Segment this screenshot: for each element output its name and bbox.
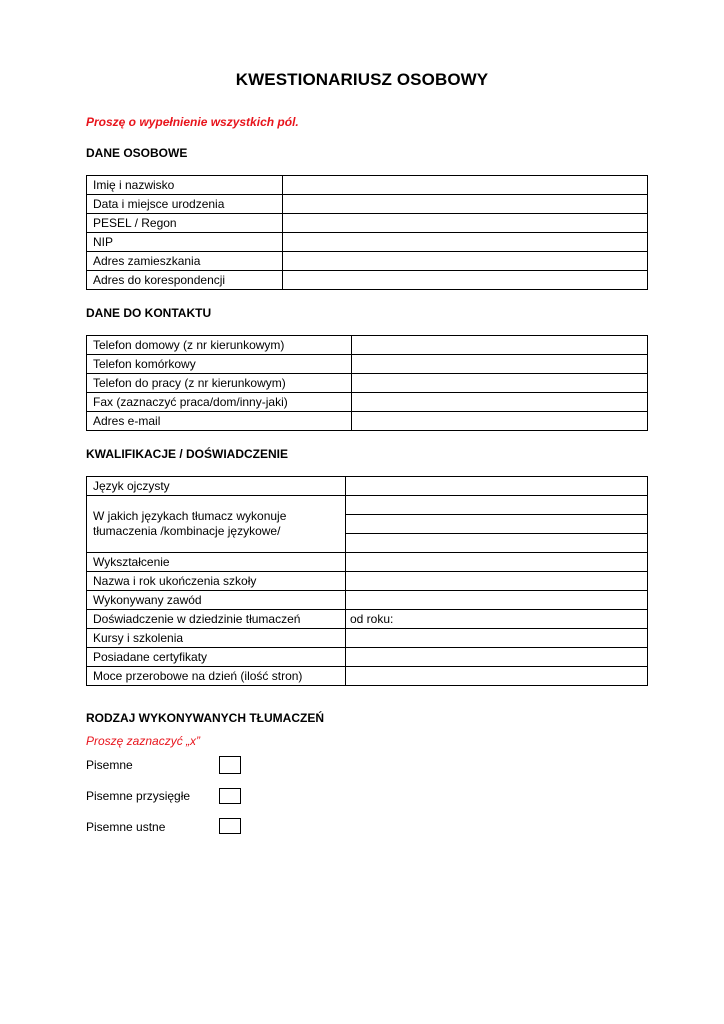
fill-all-fields-note: Proszę o wypełnienie wszystkich pól. bbox=[86, 115, 299, 129]
home-phone-field[interactable] bbox=[352, 336, 648, 355]
table-row bbox=[87, 477, 648, 496]
option-label-written: Pisemne bbox=[86, 758, 133, 772]
section-heading-contact: DANE DO KONTAKTU bbox=[86, 306, 212, 320]
field-label: Imię i nazwisko bbox=[87, 176, 283, 195]
field-label: Nazwa i rok ukończenia szkoły bbox=[87, 572, 346, 591]
contact-data-table bbox=[86, 335, 648, 431]
page-title: KWESTIONARIUSZ OSOBOWY bbox=[235, 70, 489, 89]
nip-field[interactable] bbox=[283, 233, 648, 252]
pesel-regon-field[interactable] bbox=[283, 214, 648, 233]
section-heading-personal: DANE OSOBOWE bbox=[86, 146, 188, 160]
table-row bbox=[87, 496, 648, 515]
field-label: Moce przerobowe na dzień (ilość stron) bbox=[87, 667, 346, 686]
field-label: Adres do korespondencji bbox=[87, 271, 283, 290]
table-row bbox=[87, 591, 648, 610]
mark-x-note: Proszę zaznaczyć „x” bbox=[86, 734, 201, 748]
language-combination-field-3[interactable] bbox=[346, 534, 648, 553]
field-label: Kursy i szkolenia bbox=[87, 629, 346, 648]
courses-field[interactable] bbox=[346, 629, 648, 648]
field-label: W jakich językach tłumacz wykonuje tłumaczenia /kombinacje językowe/ bbox=[87, 496, 346, 553]
table-row bbox=[87, 610, 648, 629]
table-row bbox=[87, 336, 648, 355]
language-combination-field-1[interactable] bbox=[346, 496, 648, 515]
table-row bbox=[87, 355, 648, 374]
mobile-phone-field[interactable] bbox=[352, 355, 648, 374]
field-label: Telefon domowy (z nr kierunkowym) bbox=[87, 336, 352, 355]
education-field[interactable] bbox=[346, 553, 648, 572]
table-row bbox=[87, 572, 648, 591]
table-row bbox=[87, 667, 648, 686]
birth-date-place-field[interactable] bbox=[283, 195, 648, 214]
table-row bbox=[87, 271, 648, 290]
field-label: Posiadane certyfikaty bbox=[87, 648, 346, 667]
field-label: Wykształcenie bbox=[87, 553, 346, 572]
qualifications-table bbox=[86, 476, 648, 686]
table-row bbox=[87, 176, 648, 195]
certificates-field[interactable] bbox=[346, 648, 648, 667]
native-language-field[interactable] bbox=[346, 477, 648, 496]
field-label: Data i miejsce urodzenia bbox=[87, 195, 283, 214]
daily-capacity-field[interactable] bbox=[346, 667, 648, 686]
field-label: Adres e-mail bbox=[87, 412, 352, 431]
option-label-sworn: Pisemne przysięgłe bbox=[86, 789, 191, 803]
profession-field[interactable] bbox=[346, 591, 648, 610]
table-row bbox=[87, 252, 648, 271]
school-field[interactable] bbox=[346, 572, 648, 591]
oral-checkbox[interactable] bbox=[219, 818, 241, 834]
field-label: Wykonywany zawód bbox=[87, 591, 346, 610]
option-label-oral: Pisemne ustne bbox=[86, 820, 166, 834]
home-address-field[interactable] bbox=[283, 252, 648, 271]
section-heading-translation-types: RODZAJ WYKONYWANYCH TŁUMACZEŃ bbox=[86, 711, 324, 725]
language-combination-field-2[interactable] bbox=[346, 515, 648, 534]
table-row bbox=[87, 214, 648, 233]
mailing-address-field[interactable] bbox=[283, 271, 648, 290]
field-label: PESEL / Regon bbox=[87, 214, 283, 233]
table-row bbox=[87, 374, 648, 393]
table-row bbox=[87, 233, 648, 252]
field-label: Adres zamieszkania bbox=[87, 252, 283, 271]
written-checkbox[interactable] bbox=[219, 756, 241, 774]
name-field[interactable] bbox=[283, 176, 648, 195]
field-label: Doświadczenie w dziedzinie tłumaczeń bbox=[87, 610, 346, 629]
sworn-checkbox[interactable] bbox=[219, 788, 241, 804]
experience-since-field[interactable]: od roku: bbox=[346, 610, 648, 629]
work-phone-field[interactable] bbox=[352, 374, 648, 393]
email-field[interactable] bbox=[352, 412, 648, 431]
field-label: Język ojczysty bbox=[87, 477, 346, 496]
table-row bbox=[87, 553, 648, 572]
field-label: Telefon do pracy (z nr kierunkowym) bbox=[87, 374, 352, 393]
table-row bbox=[87, 393, 648, 412]
fax-field[interactable] bbox=[352, 393, 648, 412]
table-row bbox=[87, 648, 648, 667]
personal-data-table bbox=[86, 175, 648, 290]
field-label: Fax (zaznaczyć praca/dom/inny-jaki) bbox=[87, 393, 352, 412]
field-label: NIP bbox=[87, 233, 283, 252]
table-row bbox=[87, 629, 648, 648]
table-row bbox=[87, 195, 648, 214]
table-row bbox=[87, 412, 648, 431]
section-heading-qualifications: KWALIFIKACJE / DOŚWIADCZENIE bbox=[86, 447, 289, 461]
field-label: Telefon komórkowy bbox=[87, 355, 352, 374]
